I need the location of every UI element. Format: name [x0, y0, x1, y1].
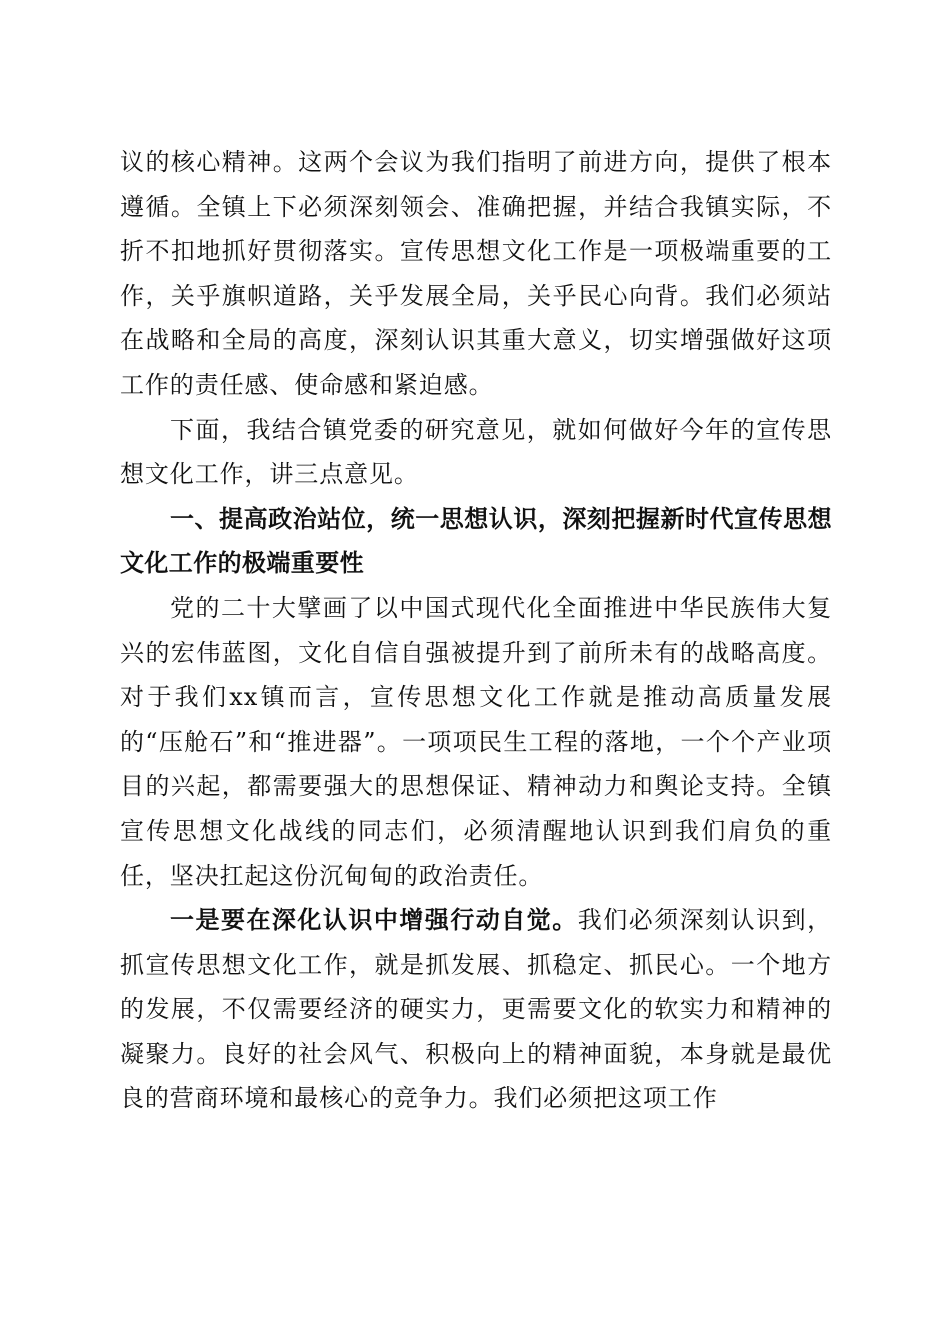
point-1-lead: 一是要在深化认识中增强行动自觉。 [170, 905, 578, 935]
document-body [120, 140, 832, 1121]
paragraph-section-1-body: 党的二十大擘画了以中国式现代化全面推进中华民族伟大复兴的宏伟蓝图，文化自信自强被提升到了前所未有的战略高度。对于我们xx镇而言，宣传思想文化工作就是推动高质量发展的“压舱石”和“推进器”。一项项民生工程的落地，一个个产业项目的兴起，都需要强大的思想保证、精神动力和舆论支持。全镇宣传思想文化战线的同志们，必须清醒地认识到我们肩负的重任，坚决扛起这份沉甸甸的政治责任。 [120, 593, 832, 890]
paragraph-point-1 [120, 898, 832, 1121]
paragraph-intro-continuation: 议的核心精神。这两个会议为我们指明了前进方向，提供了根本遵循。全镇上下必须深刻领会、准确把握，并结合我镇实际，不折不扣地抓好贯彻落实。宣传思想文化工作是一项极端重要的工作，关乎旗帜道路，关乎发展全局，关乎民心向背。我们必须站在战略和全局的高度，深刻认识其重大意义，切实增强做好这项工作的责任感、使命感和紧迫感。 [120, 148, 832, 399]
point-1-text: 我们必须深刻认识到，抓宣传思想文化工作，就是抓发展、抓稳定、抓民心。一个地方的发展，不仅需要经济的硬实力，更需要文化的软实力和精神的凝聚力。良好的社会风气、积极向上的精神面貌，本身就是最优良的营商环境和最核心的竞争力。我们必须把这项工作 [120, 906, 833, 1113]
paragraph-transition: 下面，我结合镇党委的研究意见，就如何做好今年的宣传思想文化工作，讲三点意见。 [120, 415, 832, 489]
section-heading-1: 一、提高政治站位，统一思想认识，深刻把握新时代宣传思想文化工作的极端重要性 [120, 504, 832, 578]
